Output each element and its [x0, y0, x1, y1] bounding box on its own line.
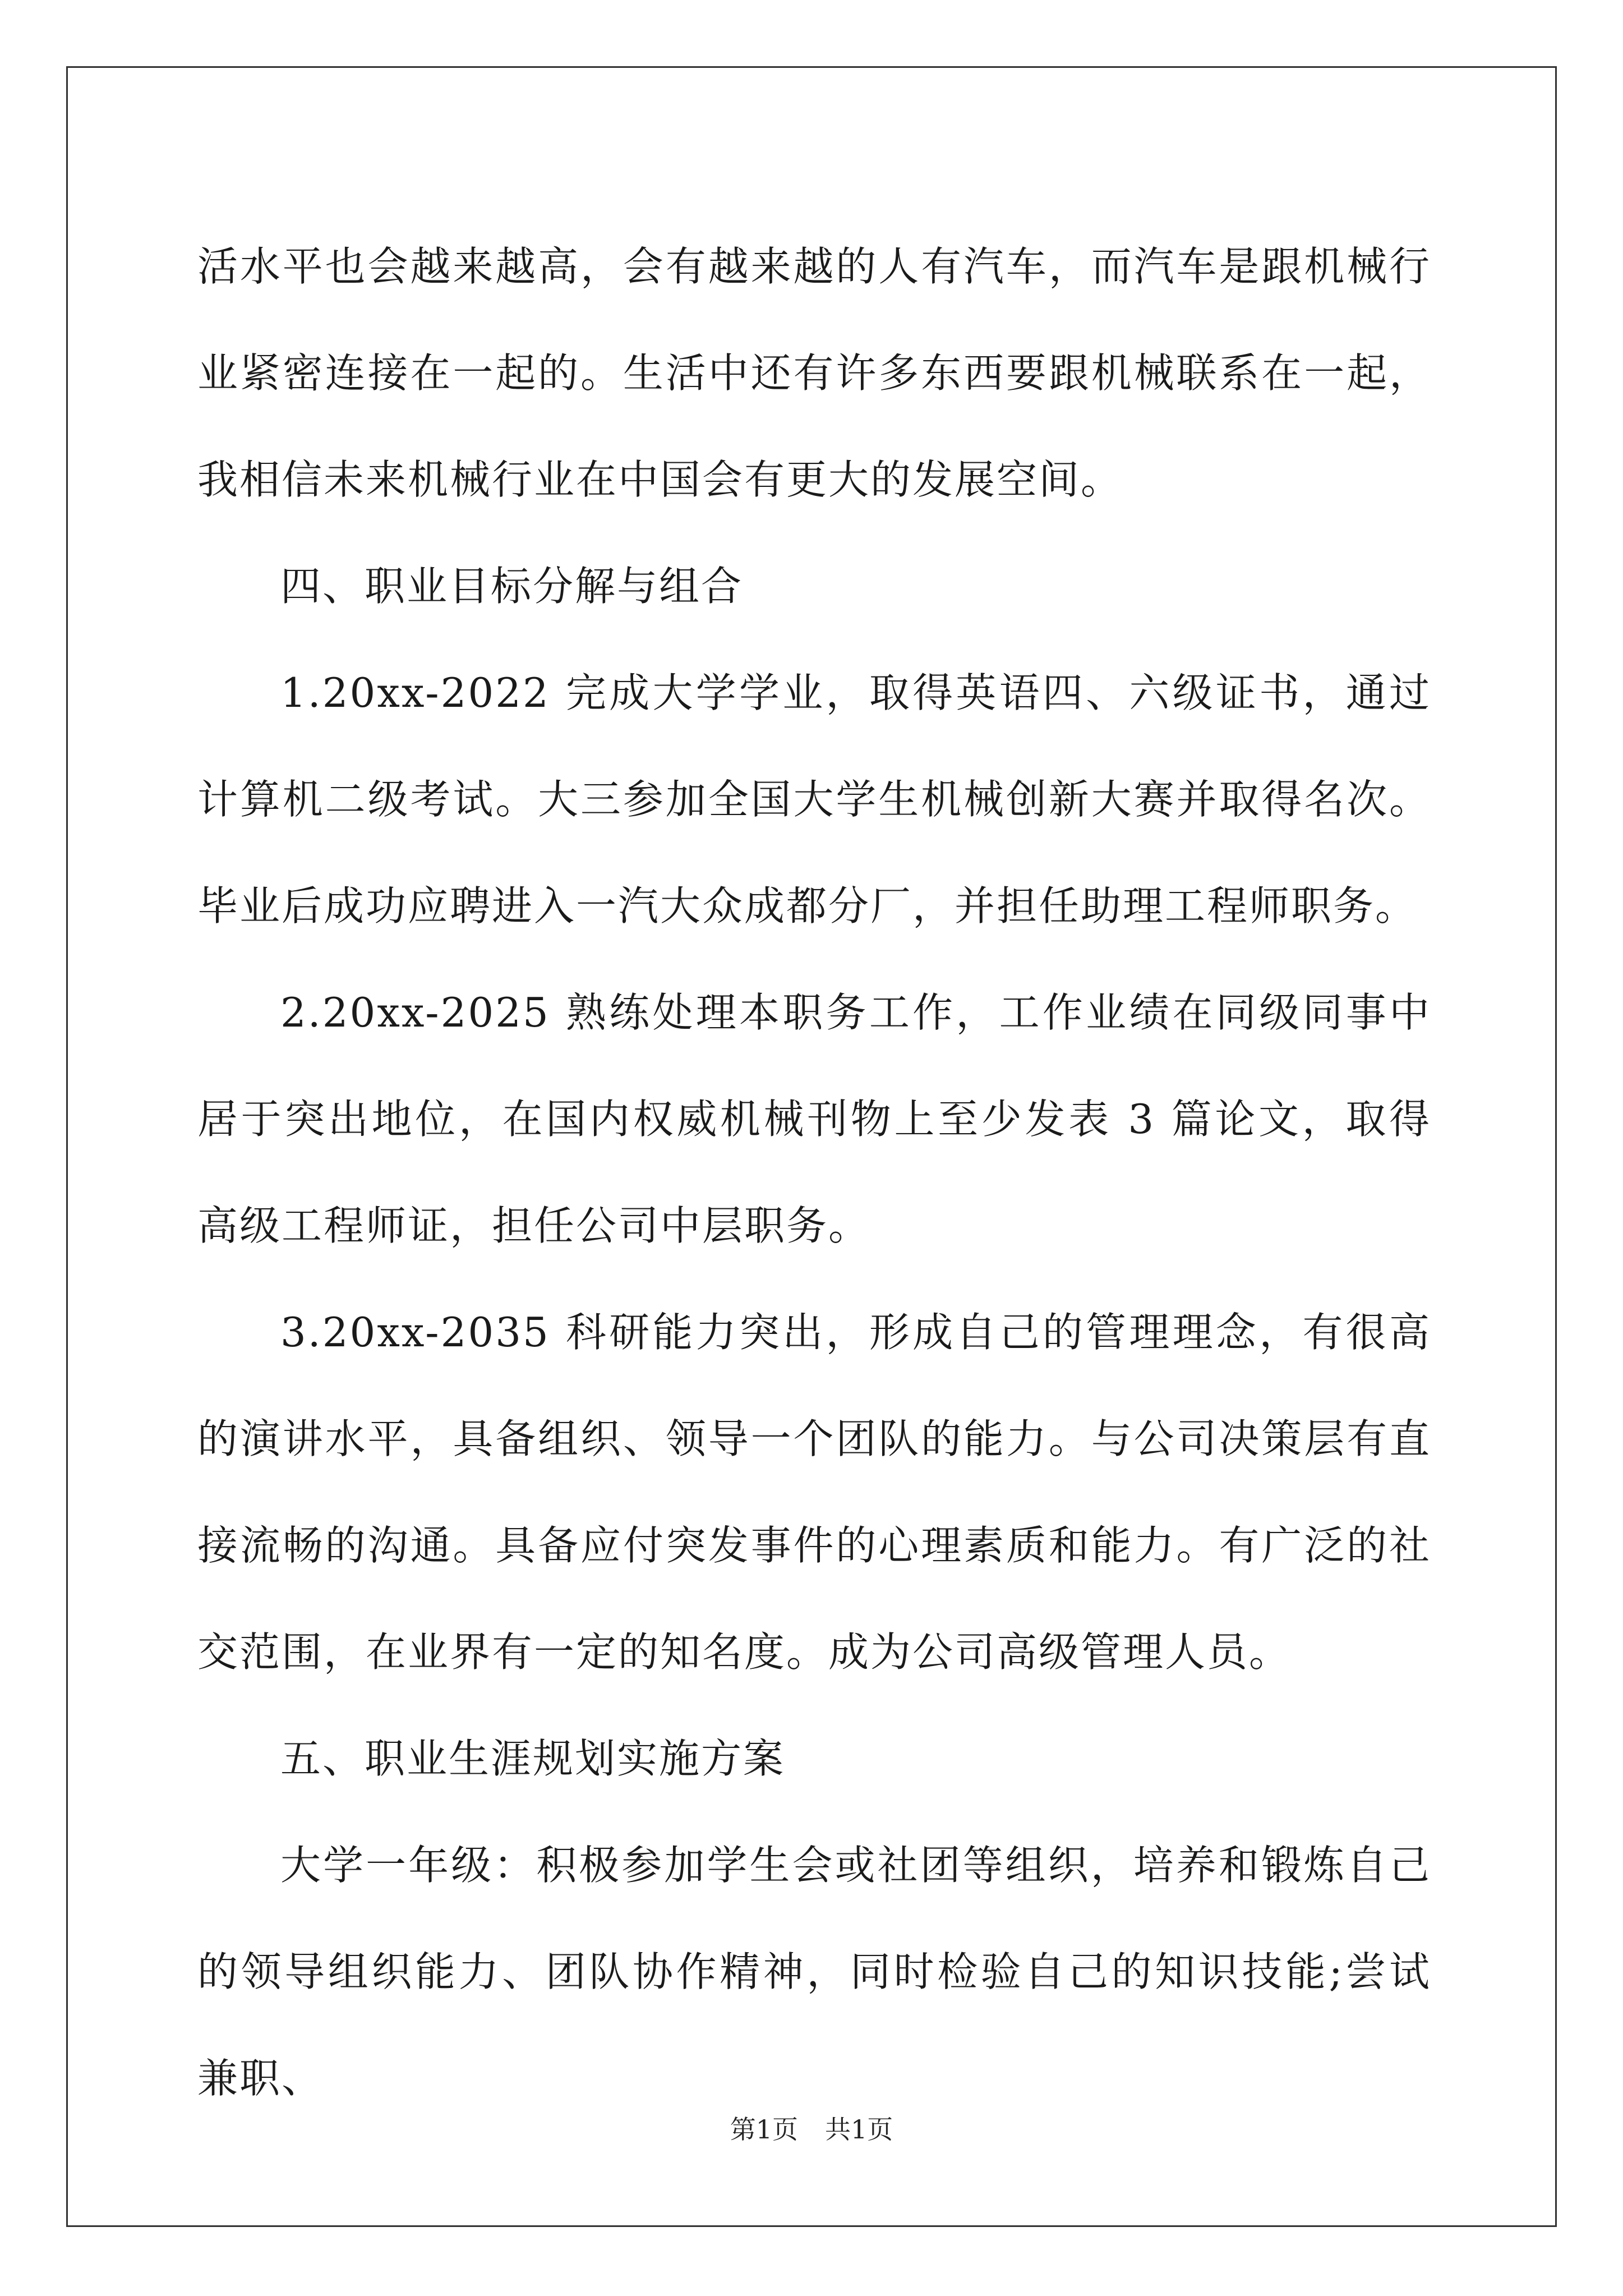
paragraph-1: 活水平也会越来越高，会有越来越的人有汽车，而汽车是跟机械行业紧密连接在一起的。生活中还有许多东西要跟机械联系在一起，我相信未来机械行业在中国会有更大的发展空间。 — [197, 243, 1431, 503]
section-heading-4: 四、职业目标分解与组合 — [280, 563, 744, 610]
page-number-total: 共1页 — [825, 2114, 893, 2145]
section-heading-5: 五、职业生涯规划实施方案 — [280, 1735, 786, 1782]
paragraph-goal-3: 3.20xx-2035 科研能力突出，形成自己的管理理念，有很高的演讲水平，具备组织、领导一个团队的能力。与公司决策层有直接流畅的沟通。具备应付突发事件的心理素质和能力。有广泛的社交范围，在业界有一定的知名度。成为公司高级管理人员。 — [197, 1309, 1431, 1676]
document-body — [197, 213, 1431, 2132]
paragraph-year-1: 大学一年级：积极参加学生会或社团等组织，培养和锻炼自己的领导组织能力、团队协作精神，同时检验自己的知识技能;尝试兼职、 — [197, 1842, 1431, 2102]
page-footer — [0, 2109, 1623, 2146]
page-number-current: 第1页 — [730, 2114, 798, 2145]
paragraph-goal-1: 1.20xx-2022 完成大学学业，取得英语四、六级证书，通过计算机二级考试。大三参加全国大学生机械创新大赛并取得名次。毕业后成功应聘进入一汽大众成都分厂，并担任助理工程师职务。 — [197, 669, 1431, 930]
paragraph-goal-2: 2.20xx-2025 熟练处理本职务工作，工作业绩在同级同事中居于突出地位，在国内权威机械刊物上至少发表 3 篇论文，取得高级工程师证，担任公司中层职务。 — [197, 989, 1431, 1249]
